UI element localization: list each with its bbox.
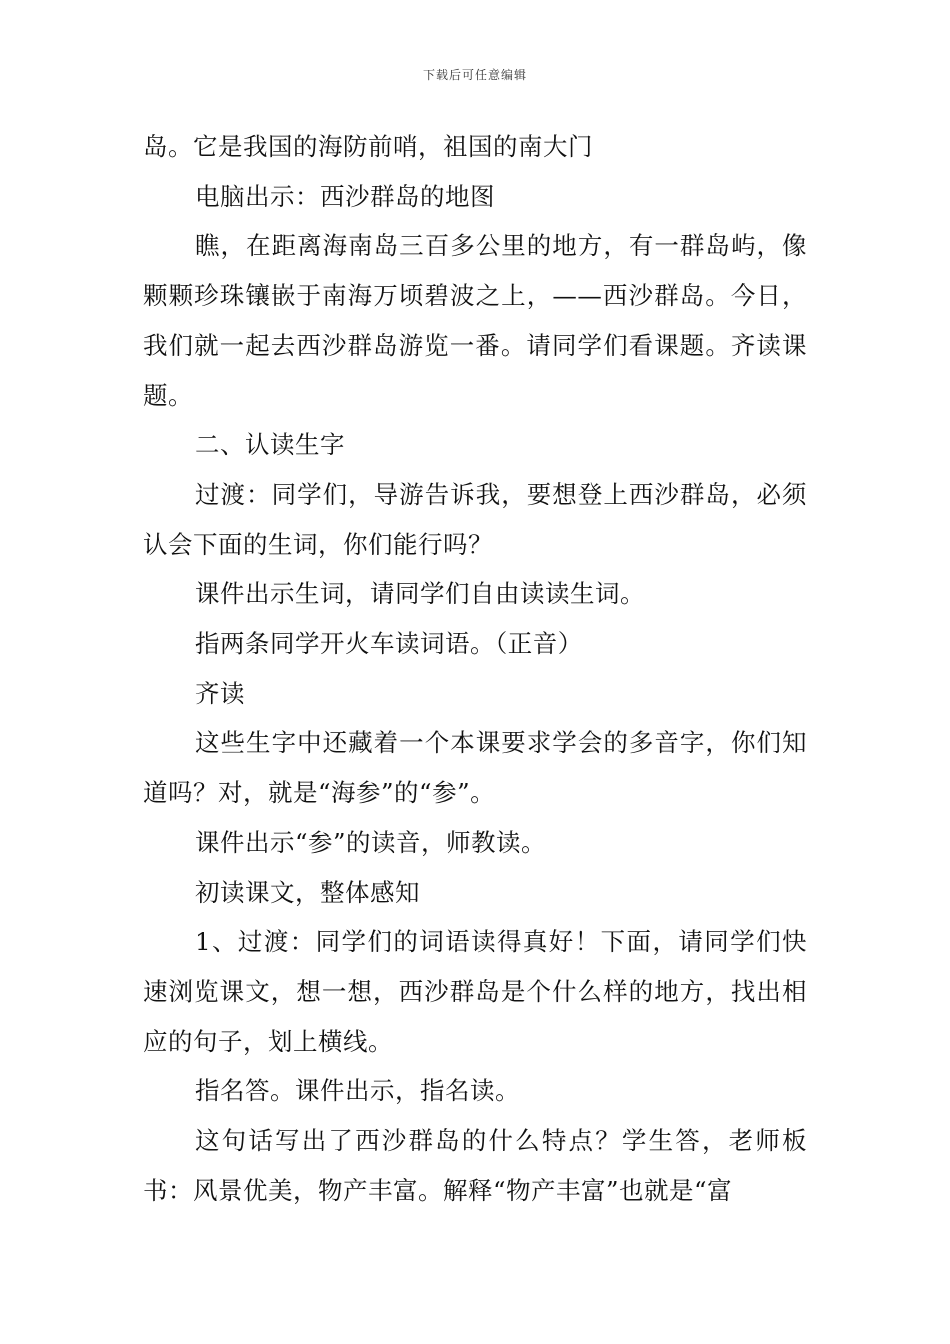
paragraph-6: 课件出示生词，请同学们自由读读生词。 [195, 579, 645, 609]
document-body [143, 122, 807, 1215]
paragraph-4: 二、认读生字 [195, 430, 345, 460]
paragraph-9: 这些生字中还藏着一个本课要求学会的多音字，你们知道吗？对，就是“海参”的“参”。 [143, 728, 807, 808]
page-header: 下载后可任意编辑 [422, 68, 527, 82]
paragraph-3: 瞧，在距离海南岛三百多公里的地方，有一群岛屿，像颗颗珍珠镶嵌于南海万顷碧波之上，——西沙群岛。今日，我们就一起去西沙群岛游览一番。请同学们看课题。齐读课题。 [143, 231, 807, 410]
paragraph-12: 1、过渡：同学们的词语读得真好！下面，请同学们快速浏览课文，想一想，西沙群岛是个什么样的地方，找出相应的句子，划上横线。 [143, 927, 807, 1056]
paragraph-1: 岛。它是我国的海防前哨，祖国的南大门 [143, 132, 593, 161]
paragraph-2: 电脑出示：西沙群岛的地图 [195, 181, 495, 211]
paragraph-10: 课件出示“参”的读音，师教读。 [195, 827, 547, 857]
paragraph-14: 这句话写出了西沙群岛的什么特点？学生答，老师板书：风景优美，物产丰富。解释“物产丰富”也就是“富 [143, 1126, 807, 1205]
paragraph-8: 齐读 [195, 678, 245, 708]
paragraph-13: 指名答。课件出示，指名读。 [195, 1076, 520, 1106]
paragraph-11: 初读课文，整体感知 [195, 877, 420, 907]
paragraph-5: 过渡：同学们，导游告诉我，要想登上西沙群岛，必须认会下面的生词，你们能行吗？ [143, 479, 807, 559]
paragraph-7: 指两条同学开火车读词语。（正音） [195, 629, 583, 659]
